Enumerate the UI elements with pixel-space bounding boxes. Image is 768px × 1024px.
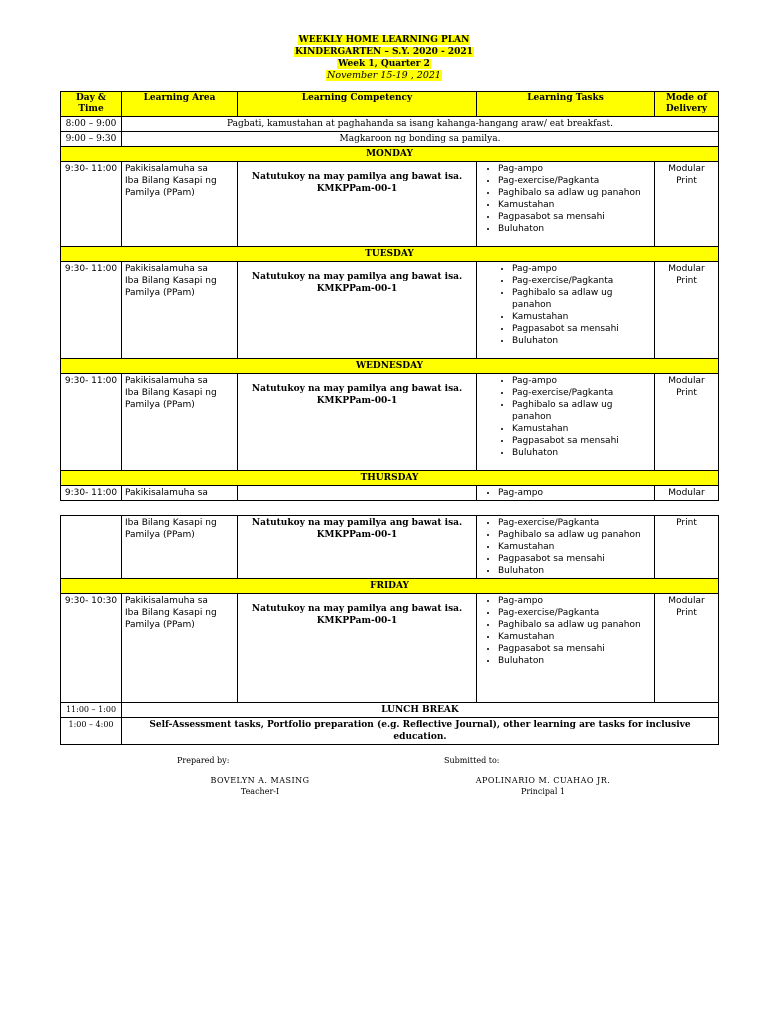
session-time — [61, 516, 122, 579]
table-header-row — [61, 92, 719, 117]
afternoon-row — [61, 718, 719, 745]
submitted-to-label: Submitted to: — [444, 756, 500, 765]
mode-of-delivery: Modular Print — [655, 594, 719, 703]
learning-competency: Natutukoy na may pamilya ang bawat isa. KMKPPam-00-1 — [238, 374, 477, 471]
day-header-friday: FRIDAY — [61, 579, 719, 594]
mode-of-delivery: Modular Print — [655, 262, 719, 359]
learning-area: Iba Bilang Kasapi ng Pamilya (PPam) — [122, 516, 238, 579]
task-item: • Buluhaton — [498, 655, 651, 667]
session-time: 9:30- 11:00 — [61, 374, 122, 471]
mode-of-delivery: Modular Print — [655, 162, 719, 247]
day-header-tuesday: TUESDAY — [61, 247, 719, 262]
col-mode-of-delivery: Mode of Delivery — [655, 92, 719, 117]
col-learning-area: Learning Area — [122, 92, 238, 117]
learning-competency: Natutukoy na may pamilya ang bawat isa. KMKPPam-00-1 — [238, 516, 477, 579]
prelim-activity: Pagbati, kamustahan at paghahanda sa isang kahanga-hangang araw/ eat breakfast. — [122, 117, 719, 132]
prepared-by-label: Prepared by: — [177, 756, 230, 765]
task-item: • Pag-exercise/Pagkanta — [512, 387, 651, 399]
day-header-monday: MONDAY — [61, 147, 719, 162]
task-item: • Kamustahan — [512, 423, 651, 435]
task-item: • Buluhaton — [512, 447, 651, 459]
session-row-thursday-cont — [61, 516, 719, 579]
mode-of-delivery: Modular Print — [655, 374, 719, 471]
learning-area: Pakikisalamuha sa Iba Bilang Kasapi ng Pamilya (PPam) — [122, 594, 238, 703]
learning-tasks — [477, 516, 655, 579]
session-row-thursday-start — [61, 486, 719, 501]
col-learning-tasks: Learning Tasks — [477, 92, 655, 117]
learning-tasks — [477, 486, 655, 501]
plan-date: November 15-19 , 2021 — [327, 70, 441, 81]
learning-area: Pakikisalamuha sa Iba Bilang Kasapi ng Pamilya (PPam) — [122, 262, 238, 359]
task-item: • Buluhaton — [498, 565, 651, 577]
task-item: • Paghibalo sa adlaw ug panahon — [498, 529, 651, 541]
lunch-time: 11:00 – 1:00 — [61, 703, 122, 718]
learning-plan-table-page2 — [60, 515, 719, 745]
task-item: • Pagpasabot sa mensahi — [498, 211, 651, 223]
session-row-monday — [61, 162, 719, 247]
learning-competency: Natutukoy na may pamilya ang bawat isa. KMKPPam-00-1 — [238, 162, 477, 247]
teacher-title: Teacher-I — [240, 787, 280, 796]
task-item: • Kamustahan — [498, 541, 651, 553]
task-item: • Buluhaton — [498, 223, 651, 235]
task-item: • Paghibalo sa adlaw ug panahon — [512, 399, 651, 423]
task-item: • Pag-exercise/Pagkanta — [498, 517, 651, 529]
learning-tasks — [477, 262, 655, 359]
task-item: • Paghibalo sa adlaw ug panahon — [498, 619, 651, 631]
session-time: 9:30- 11:00 — [61, 162, 122, 247]
lunch-row — [61, 703, 719, 718]
afternoon-activity: Self-Assessment tasks, Portfolio preparation (e.g. Reflective Journal), other learning are tasks for inclusive education. — [122, 718, 719, 745]
prelim-time: 9:00 – 9:30 — [61, 132, 122, 147]
task-item: • Pag-exercise/Pagkanta — [498, 607, 651, 619]
task-item: • Pag-exercise/Pagkanta — [498, 175, 651, 187]
afternoon-time: 1:00 – 4:00 — [61, 718, 122, 745]
prelim-row — [61, 117, 719, 132]
task-item: • Paghibalo sa adlaw ug panahon — [498, 187, 651, 199]
session-time: 9:30- 11:00 — [61, 486, 122, 501]
task-item: • Pagpasabot sa mensahi — [512, 323, 651, 335]
learning-competency — [238, 486, 477, 501]
learning-area: Pakikisalamuha sa Iba Bilang Kasapi ng Pamilya (PPam) — [122, 162, 238, 247]
task-item: • Pag-ampo — [498, 595, 651, 607]
col-day-time: Day & Time — [61, 92, 122, 117]
learning-tasks — [477, 162, 655, 247]
plan-title: WEEKLY HOME LEARNING PLAN — [298, 35, 470, 45]
task-item: • Pagpasabot sa mensahi — [498, 643, 651, 655]
plan-week: Week 1, Quarter 2 — [338, 59, 430, 69]
plan-grade-year: KINDERGARTEN – S.Y. 2020 - 2021 — [295, 47, 473, 57]
task-item: • Kamustahan — [512, 311, 651, 323]
session-time: 9:30- 11:00 — [61, 262, 122, 359]
prelim-activity: Magkaroon ng bonding sa pamilya. — [122, 132, 719, 147]
learning-competency: Natutukoy na may pamilya ang bawat isa. KMKPPam-00-1 — [238, 262, 477, 359]
prelim-row — [61, 132, 719, 147]
mode-of-delivery: Modular — [655, 486, 719, 501]
task-item: • Pag-ampo — [498, 163, 651, 175]
learning-tasks — [477, 594, 655, 703]
task-item: • Pagpasabot sa mensahi — [498, 553, 651, 565]
task-item: • Buluhaton — [512, 335, 651, 347]
task-item: • Pag-ampo — [498, 487, 651, 499]
task-item: • Kamustahan — [498, 631, 651, 643]
learning-area: Pakikisalamuha sa — [122, 486, 238, 501]
session-time: 9:30- 10:30 — [61, 594, 122, 703]
learning-competency: Natutukoy na may pamilya ang bawat isa. KMKPPam-00-1 — [238, 594, 477, 703]
lunch-label: LUNCH BREAK — [122, 703, 719, 718]
principal-title: Principal 1 — [520, 787, 566, 796]
session-row-wednesday — [61, 374, 719, 471]
teacher-name: BOVELYN A. MASING — [210, 776, 310, 785]
learning-area: Pakikisalamuha sa Iba Bilang Kasapi ng Pamilya (PPam) — [122, 374, 238, 471]
task-item: • Pag-exercise/Pagkanta — [512, 275, 651, 287]
learning-tasks — [477, 374, 655, 471]
task-item: • Pagpasabot sa mensahi — [512, 435, 651, 447]
day-header-thursday: THURSDAY — [61, 471, 719, 486]
day-header-wednesday: WEDNESDAY — [61, 359, 719, 374]
principal-name: APOLINARIO M. CUAHAO JR. — [475, 776, 611, 785]
session-row-friday — [61, 594, 719, 703]
task-item: • Pag-ampo — [512, 263, 651, 275]
col-learning-competency: Learning Competency — [238, 92, 477, 117]
learning-plan-table-page1 — [60, 91, 719, 501]
mode-of-delivery: Print — [655, 516, 719, 579]
session-row-tuesday — [61, 262, 719, 359]
prelim-time: 8:00 – 9:00 — [61, 117, 122, 132]
task-item: • Kamustahan — [498, 199, 651, 211]
task-item: • Paghibalo sa adlaw ug panahon — [512, 287, 651, 311]
task-item: • Pag-ampo — [512, 375, 651, 387]
